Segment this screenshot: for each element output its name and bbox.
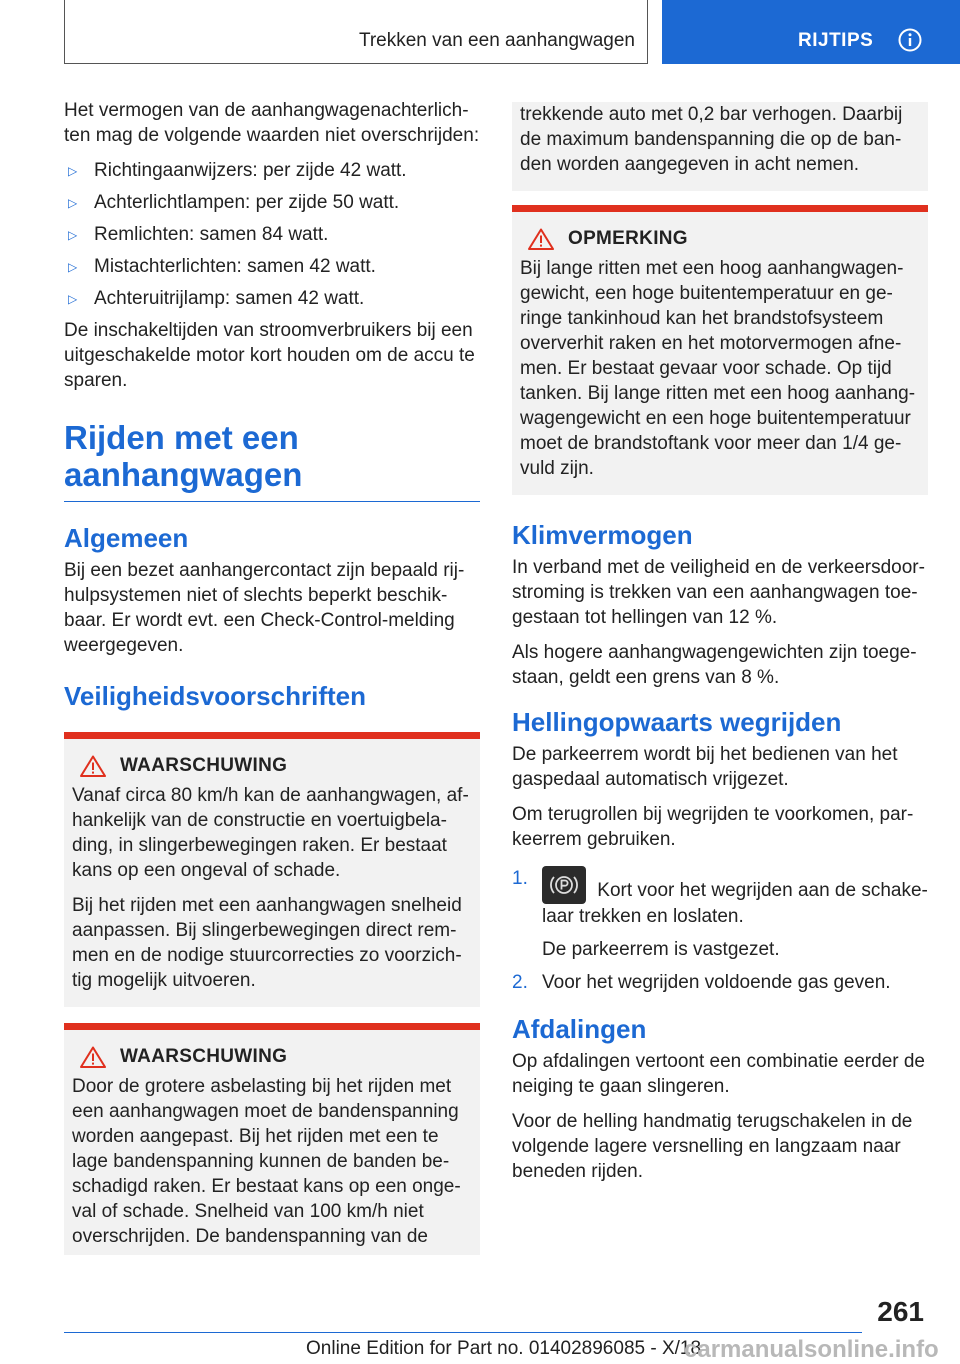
- algemeen-paragraph: Bij een bezet aanhangercontact zijn bepaald rijhulpsystemen niet of slechts beperkt beschikbaar. Er wordt evt. een Check-Control-melding weergegeven.: [64, 560, 465, 656]
- helling-paragraph: Om terugrollen bij wegrijden te voorkomen, parkeerrem gebruiken.: [512, 804, 914, 850]
- step-list: [512, 866, 928, 995]
- notice-text: Bij lange ritten met een hoog aanhangwagengewicht, een hoge buitentemperatuur en geringe tankinhoud kan het brandstofsysteem oververhit raken en het motorvermogen afnemen. Er bestaat gevaar voor schade. Op tijd tanken. Bij lange ritten met een hoog aanhangwagengewicht en een hoge buitentemperatuur moet de brandstoftank voor meer dan 1/4 gevuld zijn.: [520, 258, 916, 479]
- list-item: ▷ Mistachterlichten: samen 42 watt.: [64, 254, 480, 279]
- intro-paragraph: Het vermogen van de aanhangwagenachterlichten mag de volgende waarden niet overschrijden:: [64, 100, 480, 146]
- warning-box: [64, 732, 480, 1007]
- right-column: [512, 102, 928, 1194]
- list-item: ▷ Remlichten: samen 84 watt.: [64, 222, 480, 247]
- header-chapter-band: [662, 0, 960, 64]
- chapter-heading: Rijden met een aanhangwagen: [64, 419, 303, 493]
- notice-title: [520, 228, 920, 250]
- step-number: 1.: [512, 868, 528, 889]
- battery-paragraph: De inschakeltijden van stroomverbruikers bij een uitgeschakelde motor kort houden om de accu te sparen.: [64, 320, 475, 391]
- warning-label: WAARSCHUWING: [120, 1046, 288, 1067]
- notice-box: [512, 205, 928, 495]
- watermark: carmanualsonline.info: [684, 1336, 939, 1363]
- warning-label: WAARSCHUWING: [120, 755, 288, 776]
- edition-text: Online Edition for Part no. 01402896085 - X/18: [306, 1338, 702, 1359]
- wattage-list: [64, 158, 480, 311]
- chapter-label: RIJTIPS: [798, 30, 874, 51]
- step-subtext: De parkeerrem is vastgezet.: [542, 939, 780, 960]
- afdaling-paragraph: Voor de helling handmatig terugschakelen in de volgende lagere versnelling en langzaam naar beneden rijden.: [512, 1111, 913, 1182]
- heading-algemeen: Algemeen: [64, 523, 189, 553]
- triangle-bullet-icon: ▷: [68, 164, 78, 178]
- step-text: Kort voor het wegrijden aan de schakelaar trekken en loslaten.: [542, 880, 928, 927]
- step-item: [512, 970, 928, 995]
- warning-triangle-icon: [80, 755, 106, 777]
- footer-divider: [64, 1332, 862, 1333]
- warning-text: Bij het rijden met een aanhangwagen snelheid aanpassen. Bij slingerbewegingen direct remmen en de nodige stuurcorrecties zo voorzichtig mogelijk uitvoeren.: [72, 895, 462, 991]
- list-item: ▷ Richtingaanwijzers: per zijde 42 watt.: [64, 158, 480, 183]
- step-item: [512, 866, 928, 962]
- section-title: Trekken van een aanhangwagen: [358, 30, 635, 51]
- heading-hellingopwaarts: Hellingopwaarts wegrijden: [512, 707, 842, 737]
- left-column: [64, 98, 480, 1255]
- notice-label: OPMERKING: [568, 228, 688, 249]
- page-number: 261: [877, 1296, 924, 1327]
- triangle-bullet-icon: ▷: [68, 196, 78, 210]
- triangle-bullet-icon: ▷: [68, 260, 78, 274]
- continued-text: trekkende auto met 0,2 bar verhogen. Daarbij de maximum bandenspanning die op de banden worden aangegeven in acht nemen.: [520, 104, 903, 175]
- klim-paragraph: Als hogere aanhangwagengewichten zijn toegestaan, geldt een grens van 8 %.: [512, 642, 917, 688]
- afdaling-paragraph: Op afdalingen vertoont een combinatie eerder de neiging te gaan slingeren.: [512, 1051, 925, 1097]
- warning-triangle-icon: [80, 1046, 106, 1068]
- heading-veiligheid: Veiligheidsvoorschriften: [64, 681, 366, 711]
- heading-divider: [64, 501, 480, 502]
- step-text: Voor het wegrijden voldoende gas geven.: [542, 972, 891, 993]
- warning-text: Vanaf circa 80 km/h kan de aanhangwagen, afhankelijk van de constructie en voertuigbelading, in slingerbewegingen raken. Er bestaat kans op een ongeval of schade.: [72, 785, 469, 881]
- parking-brake-button-icon: [542, 866, 586, 904]
- list-item: ▷ Achterlichtlampen: per zijde 50 watt.: [64, 190, 480, 215]
- warning-box: [64, 1023, 480, 1255]
- klim-paragraph: In verband met de veiligheid en de verkeersdoorstroming is trekken van een aanhangwagen toegestaan tot hellingen van 12 %.: [512, 557, 925, 628]
- triangle-bullet-icon: ▷: [68, 292, 78, 306]
- step-number: 2.: [512, 972, 528, 993]
- warning-title: [72, 1046, 472, 1068]
- warning-text: Door de grotere asbelasting bij het rijden met een aanhangwagen moet de bandenspanning worden aangepast. Bij het rijden met een te lage bandenspanning kunnen de banden beschadigd raken. Er bestaat kans op een ongeval of schade. Snelheid van 100 km/h niet overschrijden. De bandenspanning van de: [72, 1076, 461, 1247]
- info-icon: [898, 28, 922, 52]
- continued-warning-box: [512, 102, 928, 191]
- list-item: ▷ Achteruitrijlamp: samen 42 watt.: [64, 286, 480, 311]
- warning-triangle-icon: [528, 228, 554, 250]
- header-section-tab: [64, 0, 648, 64]
- triangle-bullet-icon: ▷: [68, 228, 78, 242]
- helling-paragraph: De parkeerrem wordt bij het bedienen van het gaspedaal automatisch vrijgezet.: [512, 744, 898, 790]
- warning-title: [72, 755, 472, 777]
- heading-afdalingen: Afdalingen: [512, 1014, 647, 1044]
- heading-klimvermogen: Klimvermogen: [512, 520, 693, 550]
